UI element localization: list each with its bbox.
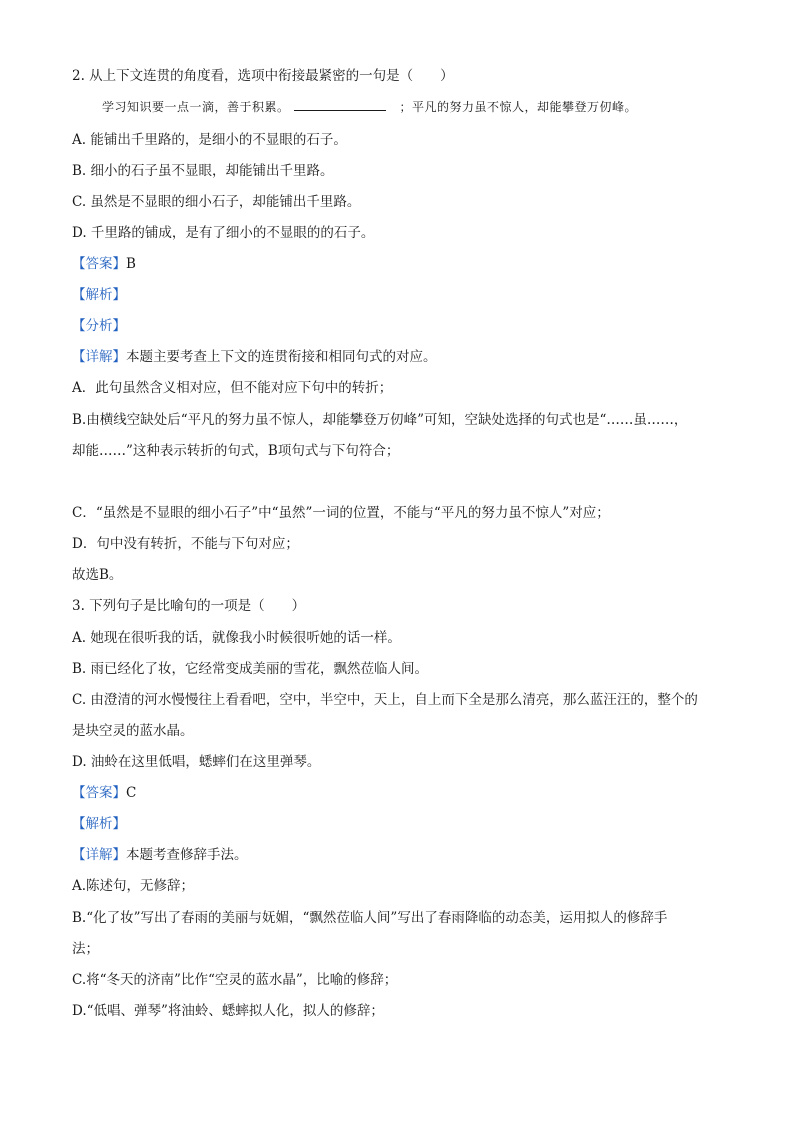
option-a: A. 能铺出千里路的，是细小的不显眼的石子。 xyxy=(72,132,347,148)
analysis-tag: 【解析】 xyxy=(72,287,126,303)
answer-value: C xyxy=(126,785,137,801)
explanation-line: A.陈述句，无修辞； xyxy=(72,878,195,894)
analysis-tag: 【解析】 xyxy=(72,816,126,832)
explanation-line: D．句中没有转折，不能与下句对应； xyxy=(72,536,299,552)
option-c: C. 虽然是不显眼的细小石子，却能铺出千里路。 xyxy=(72,194,361,210)
explanation-line: 却能……”这种表示转折的句式，B项句式与下句符合； xyxy=(72,443,400,459)
question-2-stem: 2. 从上下文连贯的角度看，选项中衔接最紧密的一句是（ ） xyxy=(72,68,454,84)
option-d: D. 油蛉在这里低唱，蟋蟀们在这里弹琴。 xyxy=(72,754,321,770)
quote-before: 学习知识要一点一滴，善于积累。 xyxy=(102,100,290,114)
explanation-line: B.由横线空缺处后“平凡的努力虽不惊人，却能攀登万仞峰”可知，空缺处选择的句式也是“……虽……， xyxy=(72,412,688,428)
option-b: B. 细小的石子虽不显眼，却能铺出千里路。 xyxy=(72,163,334,179)
answer-line xyxy=(72,783,136,803)
detail-text: 本题主要考查上下文的连贯衔接和相同句式的对应。 xyxy=(126,349,437,365)
explanation-line: C.将“冬天的济南”比作“空灵的蓝水晶”，比喻的修辞； xyxy=(72,972,398,988)
fill-blank xyxy=(294,98,386,111)
fenxi-tag: 【分析】 xyxy=(72,318,126,334)
explanation-line: B.“化了妆”写出了春雨的美丽与妩媚，“飘然莅临人间”写出了春雨降临的动态美，运用拟人的修辞手 xyxy=(72,910,668,926)
detail-tag: 【详解】 xyxy=(72,349,126,365)
detail-line xyxy=(72,845,248,865)
detail-line xyxy=(72,347,437,367)
answer-value: B xyxy=(126,256,136,272)
answer-tag: 【答案】 xyxy=(72,785,126,801)
answer-tag: 【答案】 xyxy=(72,256,126,272)
explanation-line: A．此句虽然含义相对应，但不能对应下句中的转折； xyxy=(72,380,393,396)
option-c-continued: 是块空灵的蓝水晶。 xyxy=(72,723,194,739)
option-b: B. 雨已经化了妆，它经常变成美丽的雪花，飘然莅临人间。 xyxy=(72,661,429,677)
explanation-line: C．“虽然是不显眼的细小石子”中“虽然”一词的位置，不能与“平凡的努力虽不惊人”对应； xyxy=(72,505,610,521)
option-d: D. 千里路的铺成，是有了细小的不显眼的的石子。 xyxy=(72,225,375,241)
explanation-line: D.“低唱、弹琴”将油蛉、蟋蟀拟人化，拟人的修辞； xyxy=(72,1003,384,1019)
conclusion-line: 故选B。 xyxy=(72,567,123,583)
detail-tag: 【详解】 xyxy=(72,847,126,863)
question-3-stem: 3. 下列句子是比喻句的一项是（ ） xyxy=(72,598,306,614)
explanation-line: 法； xyxy=(72,941,99,957)
detail-text: 本题考查修辞手法。 xyxy=(126,847,248,863)
quote-after: ；平凡的努力虽不惊人，却能攀登万仞峰。 xyxy=(399,100,638,114)
question-2-quote xyxy=(102,97,637,117)
option-a: A. 她现在很听我的话，就像我小时候很听她的话一样。 xyxy=(72,630,401,646)
option-c: C. 由澄清的河水慢慢往上看看吧，空中，半空中，天上，自上而下全是那么清亮，那么蓝汪汪的，整个的 xyxy=(72,692,698,708)
answer-line xyxy=(72,254,136,274)
